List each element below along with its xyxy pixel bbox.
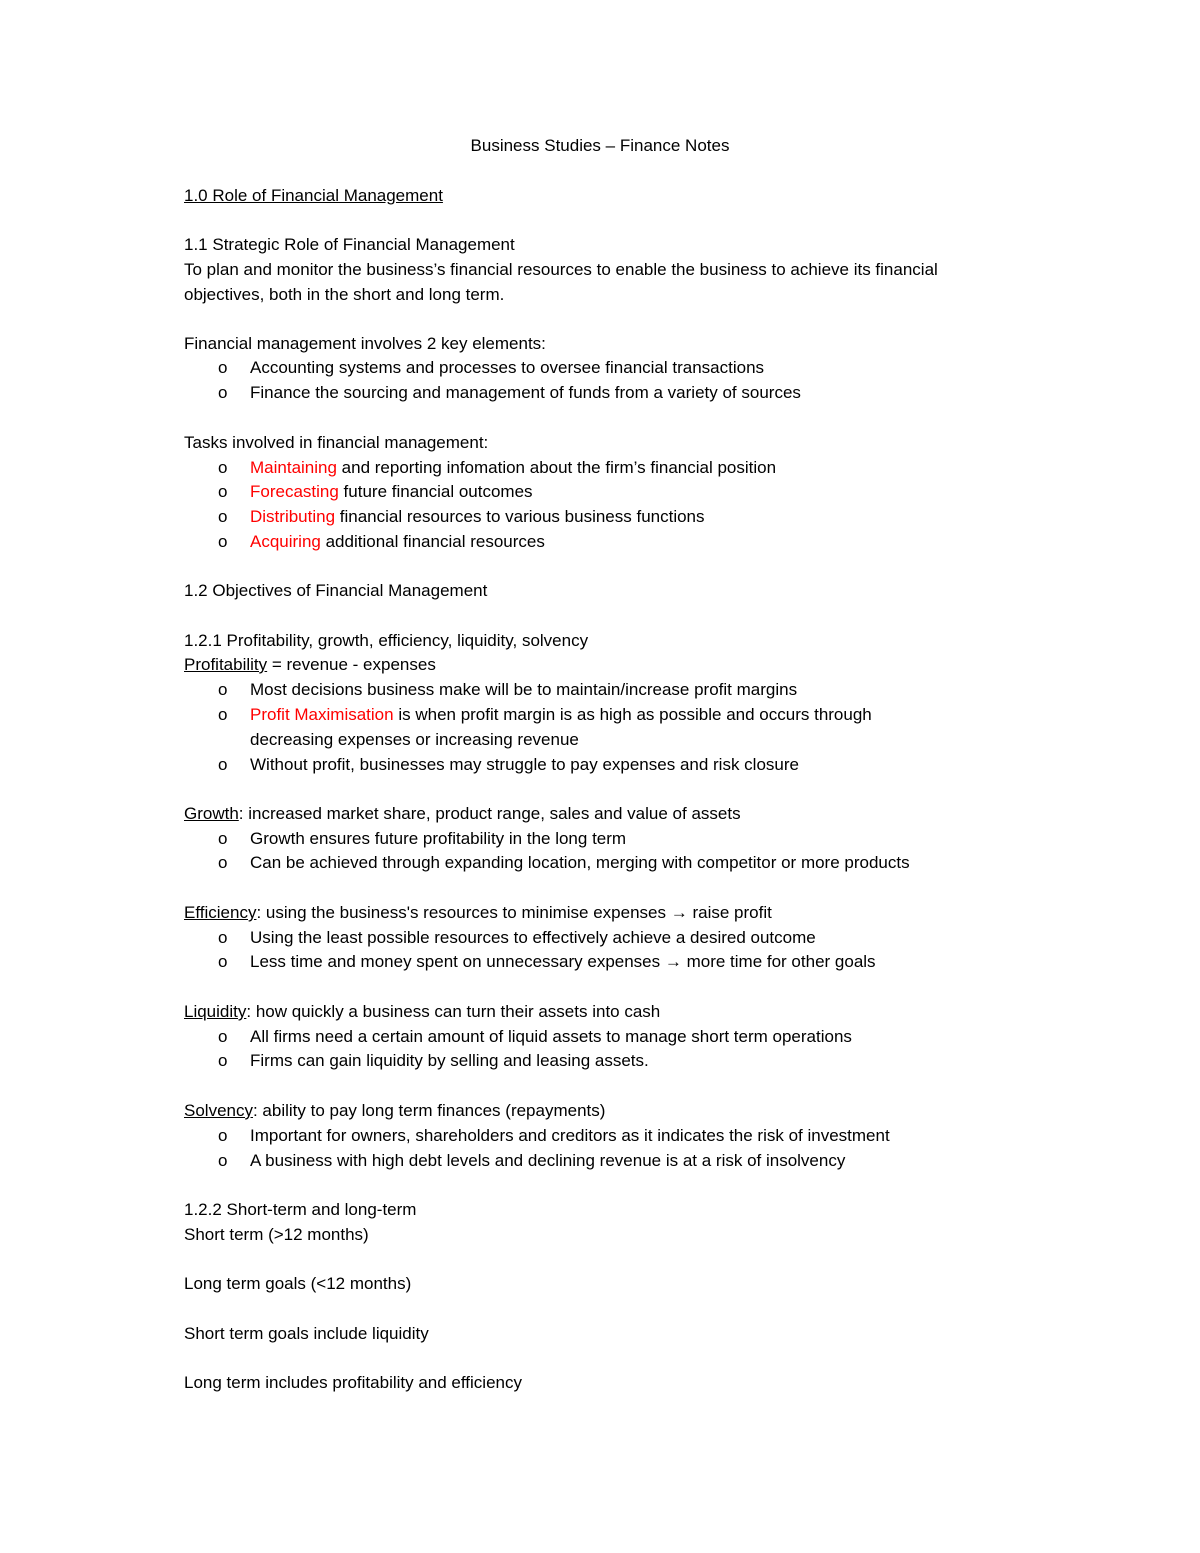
list-item: All firms need a certain amount of liquid assets to manage short term operations [250, 1027, 852, 1046]
bullet-marker: o [218, 1027, 228, 1046]
definition: = revenue - expenses [267, 655, 436, 674]
bullet-marker: o [218, 952, 228, 971]
bullet-marker: o [218, 358, 228, 377]
paragraph-line: Long term goals (<12 months) [184, 1274, 412, 1293]
bullet-marker: o [218, 1051, 228, 1070]
list-item [250, 480, 533, 504]
highlight-term: Acquiring [250, 532, 321, 551]
paragraph-line: Short term goals include liquidity [184, 1324, 429, 1343]
term: Growth [184, 804, 239, 823]
term: Efficiency [184, 903, 257, 922]
list-item: Accounting systems and processes to oversee financial transactions [250, 358, 765, 377]
bullet-marker: o [218, 829, 228, 848]
paragraph-line: objectives, both in the short and long term. [184, 285, 505, 304]
list-item: Using the least possible resources to effectively achieve a desired outcome [250, 928, 816, 947]
definition: : how quickly a business can turn their assets into cash [246, 1002, 661, 1021]
term: Liquidity [184, 1002, 247, 1021]
heading-1-2: 1.2 Objectives of Financial Management [184, 581, 488, 600]
item-text: is when profit margin is as high as possible and occurs through [393, 705, 872, 724]
document-title: Business Studies – Finance Notes [470, 136, 730, 155]
list-item: Can be achieved through expanding location, merging with competitor or more products [250, 853, 910, 872]
paragraph-line: Short term (>12 months) [184, 1225, 369, 1244]
bullet-marker: o [218, 680, 228, 699]
bullet-marker: o [218, 1126, 228, 1145]
definition: : increased market share, product range, sales and value of assets [238, 804, 741, 823]
highlight-term: Maintaining [250, 458, 337, 477]
definition: : ability to pay long term finances (repayments) [252, 1101, 606, 1120]
key-elements-intro: Financial management involves 2 key elements: [184, 334, 546, 353]
paragraph-line: Long term includes profitability and efficiency [184, 1373, 522, 1392]
bullet-marker: o [218, 507, 228, 526]
highlight-term: Distributing [250, 507, 336, 526]
bullet-marker: o [218, 928, 228, 947]
list-item [250, 456, 776, 480]
term: Solvency [184, 1101, 253, 1120]
highlight-term: Forecasting [250, 482, 339, 501]
paragraph-line: To plan and monitor the business’s financial resources to enable the business to achieve its financial [184, 260, 938, 279]
item-text: future financial outcomes [338, 482, 533, 501]
list-item: Firms can gain liquidity by selling and leasing assets. [250, 1051, 649, 1070]
list-item: A business with high debt levels and declining revenue is at a risk of insolvency [250, 1151, 846, 1170]
item-text: and reporting infomation about the firm’s financial position [336, 458, 777, 477]
definition: : using the business's resources to minimise expenses → raise profit [256, 903, 772, 922]
list-item: Growth ensures future profitability in the long term [250, 829, 627, 848]
list-item: Most decisions business make will be to maintain/increase profit margins [250, 680, 798, 699]
heading-1-0: 1.0 Role of Financial Management [184, 186, 443, 205]
efficiency-definition [184, 901, 772, 925]
list-item [250, 530, 545, 554]
bullet-marker: o [218, 755, 228, 774]
heading-1-2-1: 1.2.1 Profitability, growth, efficiency, liquidity, solvency [184, 631, 589, 650]
heading-1-1: 1.1 Strategic Role of Financial Management [184, 235, 515, 254]
list-item: Important for owners, shareholders and creditors as it indicates the risk of investment [250, 1126, 890, 1145]
tasks-intro: Tasks involved in financial management: [184, 433, 489, 452]
bullet-marker: o [218, 458, 228, 477]
bullet-marker: o [218, 853, 228, 872]
liquidity-definition [184, 1000, 660, 1024]
heading-1-2-2: 1.2.2 Short-term and long-term [184, 1200, 417, 1219]
list-item: Without profit, businesses may struggle to pay expenses and risk closure [250, 755, 799, 774]
bullet-marker: o [218, 1151, 228, 1170]
bullet-marker: o [218, 383, 228, 402]
list-item: Finance the sourcing and management of funds from a variety of sources [250, 383, 801, 402]
bullet-marker: o [218, 705, 228, 724]
highlight-term: Profit Maximisation [250, 705, 394, 724]
item-text: financial resources to various business functions [335, 507, 705, 526]
solvency-definition [184, 1099, 605, 1123]
list-item-continuation: decreasing expenses or increasing revenue [250, 730, 579, 749]
bullet-marker: o [218, 482, 228, 501]
list-item [250, 703, 872, 727]
growth-definition [184, 802, 741, 826]
term: Profitability [184, 655, 268, 674]
list-item [250, 505, 705, 529]
bullet-marker: o [218, 532, 228, 551]
item-text: additional financial resources [320, 532, 545, 551]
profitability-definition [184, 653, 436, 677]
list-item: Less time and money spent on unnecessary expenses → more time for other goals [250, 952, 876, 971]
